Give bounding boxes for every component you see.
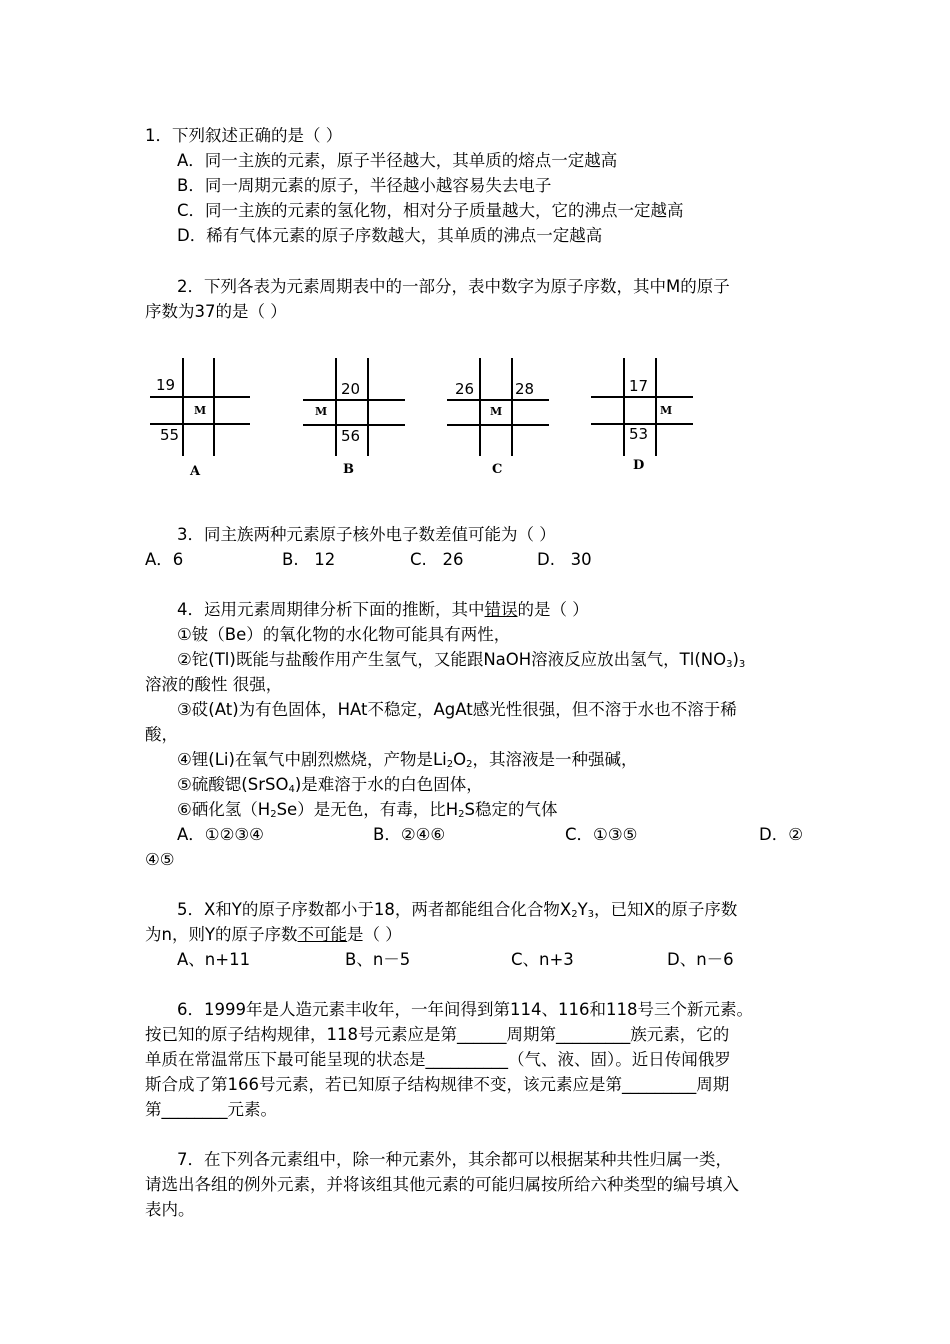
q4-statement-2-cont: 溶液的酸性 很强， [145,675,283,694]
q6-line5: 第________元素。 [145,1100,277,1119]
q4-stem: 4．运用元素周期律分析下面的推断，其中错误的是（ ） [177,600,589,619]
q4-statement-5: ⑤硫酸锶(SrSO$_4$)是难溶于水的白色固体， [177,775,483,795]
q5-option-b: B、n－5 [345,950,411,969]
atomic-number: 20 [341,380,361,398]
q6-line2: 按已知的原子结构规律，118号元素应是第______周期第_________族元素，它的 [145,1025,730,1044]
q5-stem-line2: 为n，则Y的原子序数不可能是（ ） [145,925,402,944]
q4-statement-1: ①铍（Be）的氧化物的水化物可能具有两性， [177,625,511,644]
q1-option-b: B．同一周期元素的原子，半径越小越容易失去电子 [177,176,552,195]
q4-option-b: B．②④⑥ [373,825,446,844]
q6-line3: 单质在常温常压下最可能呈现的状态是__________（气、液、固）。近日传闻俄罗 [145,1050,731,1069]
element-m: M [660,404,673,417]
q4-statement-2: ②铊(Tl)既能与盐酸作用产生氢气，又能跟NaOH溶液反应放出氢气，$Tl(NO_3)_3$ [177,650,746,670]
periodic-fragment-b [303,358,405,478]
element-m: M [194,404,207,417]
q6-line1: 6．1999年是人造元素丰收年，一年间得到第114、116和118号三个新元素。 [177,1000,753,1019]
q1-stem: 1．下列叙述正确的是（ ） [145,126,343,145]
q3-option-c: C. 26 [410,550,464,569]
atomic-number: 56 [341,427,361,445]
atomic-number: 19 [156,376,176,394]
q4-statement-6: ⑥硒化氢$(H_2Se)$是无色，有毒，比$H_2S$稳定的气体 [177,800,558,820]
q2-stem-line2: 序数为37的是（ ） [145,302,287,321]
table-label: A [190,464,201,479]
q7-line3: 表内。 [145,1200,195,1219]
atomic-number: 17 [629,377,649,395]
periodic-fragment-a [150,358,250,478]
q1-option-d: D．稀有气体元素的原子序数越大，其单质的沸点一定越高 [177,226,603,245]
q5-option-d: D、n－6 [667,950,734,969]
table-label: B [343,462,354,477]
q5-stem-line1: 5．X和Y的原子序数都小于18，两者都能组合化合物$X_2Y_3$，已知X的原子序数 [177,900,738,920]
atomic-number: 53 [629,425,649,443]
q4-statement-3-cont: 酸， [145,725,178,744]
periodic-fragment-d [591,358,693,478]
q6-line4: 斯合成了第166号元素，若已知原子结构规律不变，该元素应是第_________周期 [145,1075,730,1094]
q3-option-b: B. 12 [282,550,336,569]
q5-option-c: C、n+3 [511,950,574,969]
q4-option-d: D．② [759,825,803,844]
element-m: M [315,405,328,418]
q4-statement-4: ④锂(Li)在氧气中剧烈燃烧，产物是$Li_2O_2$，其溶液是一种强碱， [177,750,638,770]
periodic-fragment-c [447,358,549,478]
q4-option-a: A．①②③④ [177,825,264,844]
atomic-number: 28 [515,380,535,398]
table-label: D [633,458,645,473]
element-m: M [490,405,503,418]
q4-statement-3: ③砹(At)为有色固体，HAt不稳定，AgAt感光性很强，但不溶于水也不溶于稀 [177,700,737,719]
q1-option-a: A．同一主族的元素，原子半径越大，其单质的熔点一定越高 [177,151,618,170]
q3-option-a: A．6 [145,550,184,569]
atomic-number: 26 [455,380,475,398]
q7-line1: 7．在下列各元素组中，除一种元素外，其余都可以根据某种共性归属一类， [177,1150,732,1169]
q5-underlined-word: 不可能 [297,925,348,944]
table-label: C [492,462,503,477]
q2-stem-line1: 2．下列各表为元素周期表中的一部分，表中数字为原子序数，其中M的原子 [177,277,730,296]
q1-option-c: C．同一主族的元素的氢化物，相对分子质量越大，它的沸点一定越高 [177,201,684,220]
q4-underlined-word: 错误 [484,600,518,619]
q3-stem: 3．同主族两种元素原子核外电子数差值可能为（ ） [177,525,556,544]
q5-option-a: A、n+11 [177,950,251,969]
q7-line2: 请选出各组的例外元素，并将该组其他元素的可能归属按所给六种类型的编号填入 [145,1175,739,1194]
q4-option-c: C．①③⑤ [565,825,638,844]
q3-option-d: D. 30 [537,550,592,569]
q4-option-d-cont: ④⑤ [145,850,175,869]
atomic-number: 55 [160,426,180,444]
